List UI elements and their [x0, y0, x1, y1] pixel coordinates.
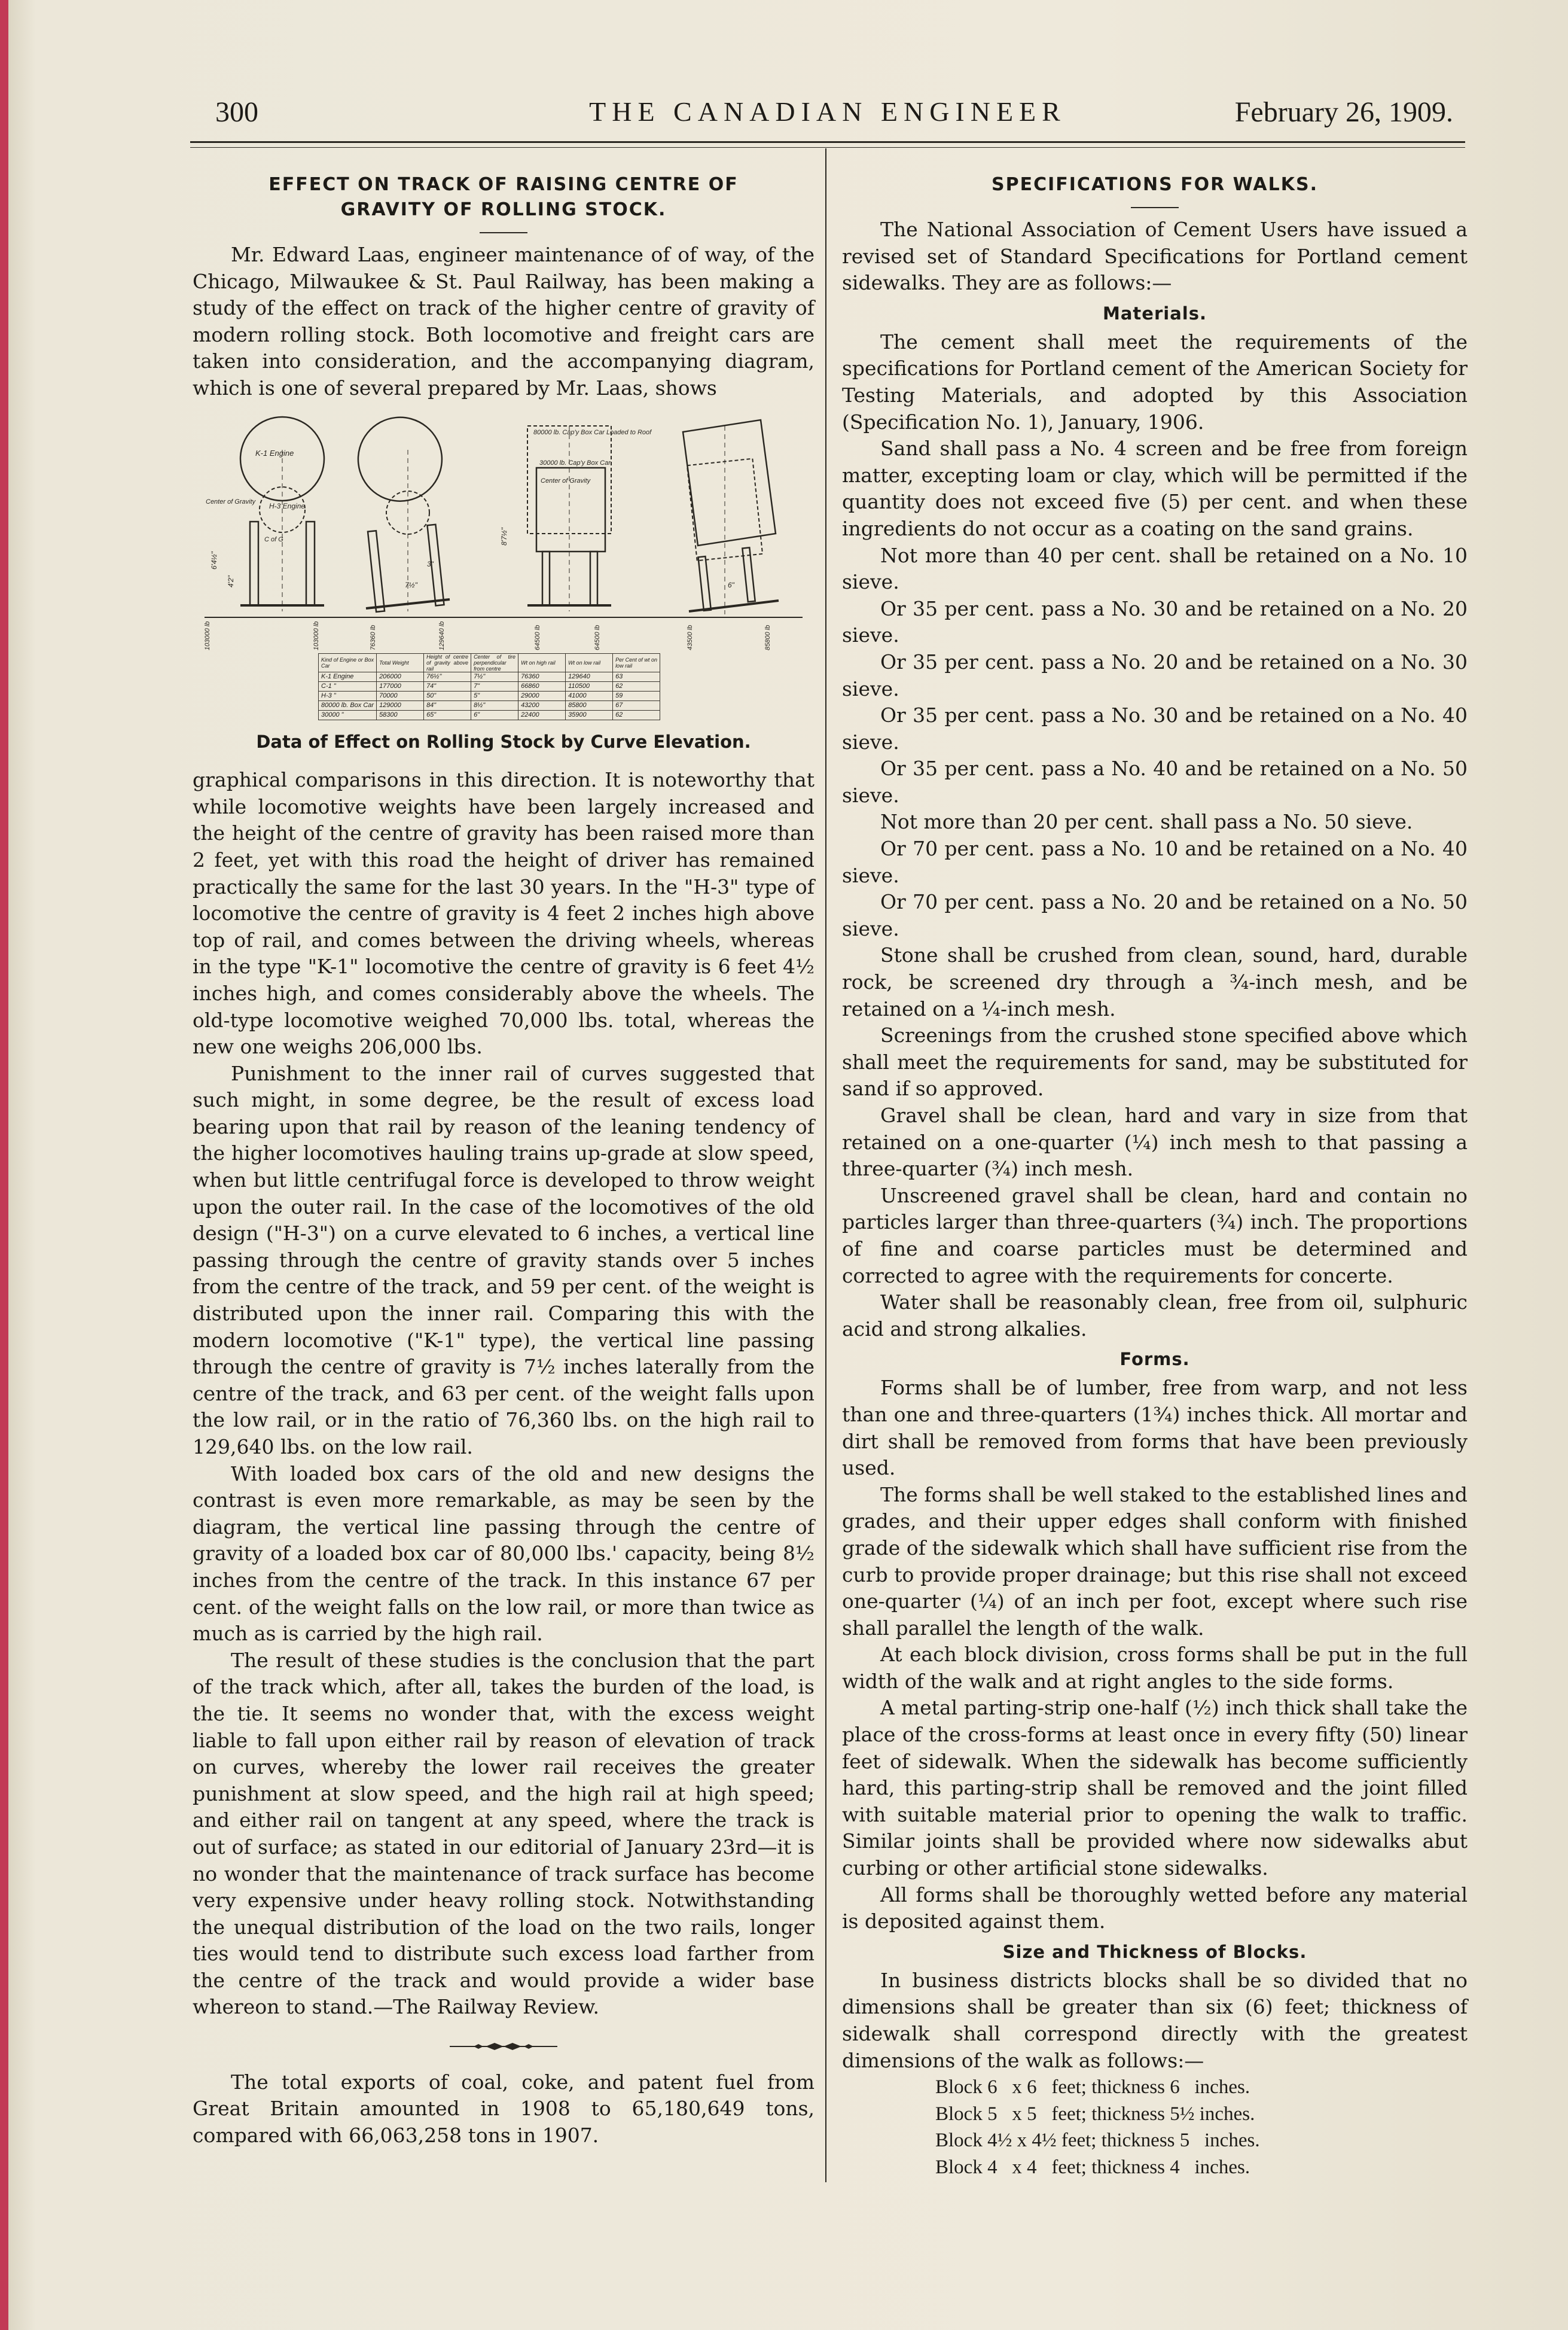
- table-cell: 177000: [377, 681, 424, 691]
- table-cell: 62: [613, 681, 660, 691]
- right-column: [842, 156, 1468, 2181]
- table-cell: 43200: [518, 700, 566, 710]
- k1-engine-label: K-1 Engine: [255, 448, 294, 458]
- spec-paragraph: Forms shall be of lumber, free from warp, and not less than one and three-quarters (1¾) inches thick. All mortar and dirt shall be removed from forms that have been previously used.: [842, 1376, 1468, 1480]
- column-divider: [825, 148, 826, 2182]
- tilted-truck-left: [698, 556, 711, 611]
- table-cell: 41000: [566, 691, 613, 700]
- dim-6ft: 6'4½": [210, 551, 218, 569]
- body-paragraph: graphical comparisons in this direction. It is noteworthy that while locomotive weights have been largely increased and the height of the centre of gravity has been raised more than 2 feet, yet with this road the height of driver has remained practically the same for the last 30 years. In the "H-3" type of locomotive the centre of gravity is 4 feet 2 inches high above top of rail, and comes between the driving wheels, whereas in the type "K-1" locomotive the centre of gravity is 6 feet 4½ inches high, and comes considerably above the wheels. The old-type locomotive weighed 70,000 lbs. total, whereas the new one weighs 206,000 lbs.: [193, 768, 814, 1059]
- spec-paragraph: A metal parting-strip one-half (½) inch thick shall take the place of the cross-forms at least once in every fifty (50) linear feet of sidewalk. When the sidewalk has become sufficiently hard, this parting-strip shall be removed and the joint filled with suitable material prior to opening the walk to traffic. Similar joints shall be provided where now sidewalks abut curbing or other artificial stone sidewalks.: [842, 1696, 1468, 1880]
- dim-3: 3": [427, 559, 434, 568]
- c-of-g-label: C of G: [264, 535, 283, 543]
- spec-paragraph: Or 35 per cent. pass a No. 40 and be retained on a No. 50 sieve.: [842, 757, 1468, 807]
- binding-edge: [0, 0, 8, 2330]
- spec-paragraph: Unscreened gravel shall be clean, hard and contain no particles larger than three-quarters (¾) inch. The proportions of fine and coarse particles must be determined and corrected to agree with the requirements for concerte.: [842, 1183, 1468, 1287]
- table-row: [319, 700, 660, 710]
- table-cell: 5": [471, 691, 518, 700]
- spec-paragraph: Not more than 40 per cent. shall be retained on a No. 10 sieve.: [842, 543, 1468, 594]
- block-size-row: Block 5 x 5 feet; thickness 5½ inches.: [935, 2103, 1255, 2125]
- table-cell: C-1 ": [319, 681, 377, 691]
- table-cell: 50": [424, 691, 471, 700]
- box30-label: 30000 lb. Cap'y Box Car: [539, 459, 611, 467]
- box-gravity-label: Center of Gravity: [541, 477, 591, 485]
- table-cell: 6": [471, 710, 518, 720]
- table-row: [319, 681, 660, 691]
- table-header-row: [319, 653, 660, 672]
- table-cell: 7½": [471, 672, 518, 681]
- table-cell: H-3 ": [319, 691, 377, 700]
- spec-paragraph: Not more than 20 per cent. shall pass a No. 50 sieve.: [880, 810, 1413, 834]
- article-title-line1: EFFECT ON TRACK OF RAISING CENTRE OF: [269, 174, 739, 195]
- frame-right: [306, 522, 315, 605]
- table-cell: 76360: [518, 672, 566, 681]
- load-label-3: 76360 lb: [370, 625, 377, 650]
- block-size-row: Block 6 x 6 feet; thickness 6 inches.: [935, 2076, 1250, 2098]
- size-paragraph: In business districts blocks shall be so divided that no dimensions shall be greater than six (6) feet; thickness of sidewalk shall correspond directly with the greatest dimensions of the walk as follows:—: [842, 1968, 1468, 2072]
- section-ornament: [193, 2031, 814, 2058]
- journal-title: THE CANADIAN ENGINEER: [589, 96, 1066, 127]
- table-cell: 7": [471, 681, 518, 691]
- table-cell: 84": [424, 700, 471, 710]
- article-title: [193, 172, 814, 223]
- rolling-stock-table: [318, 653, 660, 720]
- issue-date: February 26, 1909.: [1234, 96, 1453, 128]
- spec-paragraph: At each block division, cross forms shall be put in the full width of the walk and at right angles to the side forms.: [842, 1643, 1468, 1693]
- page-number: 300: [215, 96, 258, 128]
- tilted-frame-left: [368, 531, 385, 612]
- load-label-5: 64500 lb: [534, 625, 541, 650]
- spec-paragraph: Or 70 per cent. pass a No. 10 and be retained on a No. 40 sieve.: [842, 837, 1468, 887]
- frame-left: [250, 522, 258, 605]
- table-header-cell: Total Weight: [377, 653, 424, 672]
- diagram-drawing: [193, 414, 814, 653]
- table-header-cell: Wt on high rail: [518, 653, 566, 672]
- box80-label: 80000 lb. Cap'y Box Car Loaded to Roof: [533, 428, 652, 436]
- dim-7: 7½": [405, 580, 417, 589]
- ornament-rule: [450, 2042, 557, 2051]
- spec-paragraph: Or 35 per cent. pass a No. 30 and be retained on a No. 40 sieve.: [842, 703, 1468, 754]
- article-title-line2: GRAVITY OF ROLLING STOCK.: [340, 199, 667, 220]
- size-heading: Size and Thickness of Blocks.: [1002, 1941, 1307, 1962]
- body-paragraph: With loaded box cars of the old and new designs the contrast is even more remarkable, as may be seen by the diagram, the vertical line passing through the centre of gravity of a loaded box car of 80,000 lbs.' capacity, being 8½ inches from the centre of the track. In this instance 67 per cent. of the weight falls on the low rail, or more than twice as much as is carried by the high rail.: [193, 1461, 814, 1646]
- materials-heading: Materials.: [1103, 303, 1207, 324]
- left-column: [193, 156, 814, 2149]
- body-paragraph: The result of these studies is the conclusion that the part of the track which, after all, takes the burden of the load, is the tie. It seems no wonder that, with the excess weight liable to fall upon either rail by reason of elevation of track on curves, whereby the lower rail receives the greater punishment at slow speed, and the high rail at high speed; and either rail on tangent at any speed, where the track is out of surface; as stated in our editorial of January 23rd—it is no wonder that the maintenance of track surface has become very expensive under heavy rolling stock. Notwithstanding the unequal distribution of the load on the two rails, longer ties would tend to distribute such excess load farther from the centre of the track and would provide a wider base whereon to stand.—The Railway Review.: [193, 1648, 814, 2019]
- table-cell: 74": [424, 681, 471, 691]
- forms-heading: Forms.: [1119, 1349, 1190, 1370]
- spec-paragraph: Stone shall be crushed from clean, sound, hard, durable rock, be screened dry through a ¾-inch mesh, and be retained on a ¼-inch mesh.: [842, 943, 1468, 1021]
- table-cell: 59: [613, 691, 660, 700]
- tilted-box-car: [683, 420, 776, 546]
- table-cell: 62: [613, 710, 660, 720]
- table-cell: 35900: [566, 710, 613, 720]
- table-cell: 129000: [377, 700, 424, 710]
- table-cell: 110500: [566, 681, 613, 691]
- table-header-cell: Wt on low rail: [566, 653, 613, 672]
- spec-paragraph: All forms shall be thoroughly wetted before any material is deposited against them.: [842, 1883, 1468, 1933]
- table-cell: 29000: [518, 691, 566, 700]
- table-header-cell: Center of tire perpendicular from centre: [471, 653, 518, 672]
- table-row: [319, 691, 660, 700]
- table-cell: 76½": [424, 672, 471, 681]
- intro-paragraph: Mr. Edward Laas, engineer maintenance of of way, of the Chicago, Milwaukee & St. Paul Railway, has been making a study of the effect on track of the higher centre of gravity of modern rolling stock. Both locomotive and freight cars are taken into consideration, and the accompanying diagram, which is one of several prepared by Mr. Laas, shows: [193, 243, 814, 400]
- table-header-cell: Kind of Engine or Box Car: [319, 653, 377, 672]
- table-cell: 58300: [377, 710, 424, 720]
- tilted-engine-boiler: [354, 414, 446, 505]
- title-dash: [480, 232, 527, 233]
- table-cell: 66860: [518, 681, 566, 691]
- table-cell: 85800: [566, 700, 613, 710]
- table-cell: K-1 Engine: [319, 672, 377, 681]
- spec-paragraph: Or 35 per cent. pass a No. 30 and be retained on a No. 20 sieve.: [842, 596, 1468, 647]
- table-cell: 63: [613, 672, 660, 681]
- load-label-7: 43500 lb: [687, 625, 694, 650]
- h3-engine-label: H-3 Engine: [269, 501, 306, 510]
- exports-note: The total exports of coal, coke, and patent fuel from Great Britain amounted in 1908 to 65,180,649 tons, compared with 66,063,258 tons in 1907.: [193, 2070, 814, 2147]
- table-cell: 8½": [471, 700, 518, 710]
- truck-left: [542, 552, 550, 605]
- spec-paragraph: Screenings from the crushed stone specified above which shall meet the requirements for sand, may be substituted for sand if so approved.: [842, 1024, 1468, 1101]
- table-cell: 80000 lb. Box Car: [319, 700, 377, 710]
- table-cell: 30000 ": [319, 710, 377, 720]
- table-cell: 206000: [377, 672, 424, 681]
- load-label-2: 103000 lb: [313, 621, 320, 650]
- table-row: [319, 672, 660, 681]
- table-header-cell: Height of centre of gravity above rail: [424, 653, 471, 672]
- materials-section: [842, 329, 1468, 1343]
- block-sizes-list: [935, 2074, 1468, 2180]
- specifications-title: SPECIFICATIONS FOR WALKS.: [992, 174, 1318, 195]
- rolling-stock-diagram: [193, 414, 814, 725]
- dim-box: 8'7½": [500, 527, 508, 546]
- spec-paragraph: Or 70 per cent. pass a No. 20 and be retained on a No. 50 sieve.: [842, 890, 1468, 940]
- figure-caption: Data of Effect on Rolling Stock by Curve Elevation.: [256, 731, 751, 752]
- load-label-4: 129640 lb: [438, 621, 446, 650]
- load-label-1: 103000 lb: [204, 621, 211, 650]
- table-header-cell: Per Cent of wt on low rail: [613, 653, 660, 672]
- truck-right: [590, 552, 597, 605]
- dim-4ft: 4'2": [227, 575, 235, 587]
- body-paragraph: Punishment to the inner rail of curves suggested that such might, in some degree, be the result of excess load bearing upon that rail by reason of the leaning tendency of the higher locomotives hauling trains up-grade at slow speed, when but little centrifugal force is developed to throw weight upon the outer rail. In the case of the locomotives of the old design ("H-3") on a curve elevated to 6 inches, a vertical line passing through the centre of gravity stands over 5 inches from the centre of the track, and 59 per cent. of the weight is distributed upon the inner rail. Comparing this with the modern locomotive ("K-1" type), the vertical line passing through the centre of gravity is 7½ inches laterally from the centre of the track, and 63 per cent. of the weight falls upon the low rail, or in the ratio of 76,360 lbs. on the high rail to 129,640 lbs. on the low rail.: [193, 1061, 814, 1458]
- spec-paragraph: Water shall be reasonably clean, free from oil, sulphuric acid and strong alkalies.: [842, 1290, 1468, 1341]
- spec-paragraph: The forms shall be well staked to the established lines and grades, and their upper edges shall conform with finished grade of the sidewalk which shall have sufficient rise from the curb to provide proper drainage; but this rise shall not exceed one-quarter (¼) of an inch per foot, except where such rise shall parallel the length of the walk.: [842, 1482, 1468, 1640]
- table-row: [319, 710, 660, 720]
- table-cell: 67: [613, 700, 660, 710]
- specifications-intro: The National Association of Cement Users have issued a revised set of Standard Specifications for Portland cement sidewalks. They are as follows:—: [842, 218, 1468, 295]
- spec-paragraph: Sand shall pass a No. 4 screen and be free from foreign matter, excepting loam or clay, which will be permitted if the quantity does not exceed five (5) per cent. and when these ingredients do not occur as a coating on the sand grains.: [842, 437, 1468, 540]
- table-cell: 129640: [566, 672, 613, 681]
- table-cell: 22400: [518, 710, 566, 720]
- running-header: [190, 96, 1465, 138]
- center-of-gravity-label: Center of Gravity: [206, 498, 256, 505]
- title-dash: [1131, 207, 1179, 208]
- spec-paragraph: Gravel shall be clean, hard and vary in size from that retained on a one-quarter (¼) inch mesh to that passing a three-quarter (¾) inch mesh.: [842, 1104, 1468, 1181]
- table-cell: 70000: [377, 691, 424, 700]
- load-label-6: 64500 lb: [594, 625, 601, 650]
- block-size-row: Block 4 x 4 feet; thickness 4 inches.: [935, 2156, 1250, 2178]
- load-label-8: 85800 lb: [764, 625, 771, 650]
- spec-paragraph: Or 35 per cent. pass a No. 20 and be retained on a No. 30 sieve.: [842, 650, 1468, 700]
- block-size-row: Block 4½ x 4½ feet; thickness 5 inches.: [935, 2130, 1260, 2152]
- dim-6: 6": [728, 580, 734, 589]
- forms-section: [842, 1375, 1468, 1935]
- spec-paragraph: The cement shall meet the requirements of the specifications for Portland cement of the American Society for Testing Materials, and adopted by this Association (Specification No. 1), January, 1906.: [842, 330, 1468, 434]
- header-rule: [190, 141, 1465, 143]
- header-rule-thin: [190, 147, 1465, 148]
- table-cell: 65": [424, 710, 471, 720]
